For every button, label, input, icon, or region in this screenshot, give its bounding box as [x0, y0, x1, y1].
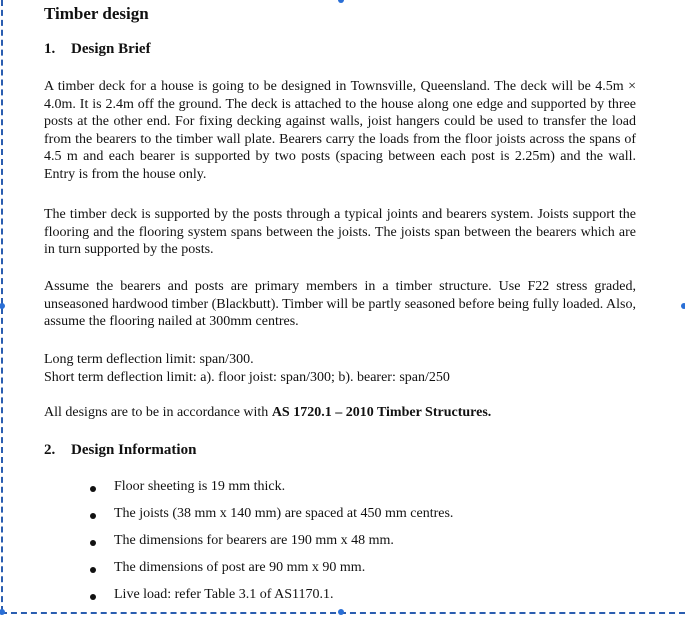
list-item-text: The dimensions of post are 90 mm x 90 mm. — [114, 560, 366, 575]
list-item-text: Floor sheeting is 19 mm thick. — [114, 479, 286, 494]
standards-prefix: All designs are to be in accordance with — [44, 405, 272, 420]
section-number: 2. — [44, 442, 56, 458]
bullet-icon — [90, 540, 96, 546]
resize-handle-bottom[interactable] — [338, 609, 344, 615]
standards-statement — [44, 404, 491, 422]
bullet-icon — [90, 486, 96, 492]
resize-handle-bottom-left[interactable] — [0, 609, 5, 615]
brief-paragraph-3: Assume the bearers and posts are primary members in a timber structure. Use F22 stress graded, unseasoned hardwood timber (Blackbutt). Timber will be partly seasoned before being fully loaded. Also, assume the flooring nailed at 300mm centres. — [44, 279, 636, 329]
section-title: Design Brief — [71, 41, 151, 57]
section-number: 1. — [44, 41, 56, 57]
section-title: Design Information — [71, 442, 197, 458]
list-item-text: The dimensions for bearers are 190 mm x 48 mm. — [114, 533, 394, 548]
resize-handle-top[interactable] — [338, 0, 344, 3]
bullet-icon — [90, 513, 96, 519]
bullet-icon — [90, 567, 96, 573]
long-term-deflection-limit: Long term deflection limit: span/300. — [44, 352, 254, 367]
section-heading-design-information — [44, 442, 196, 459]
section-heading-design-brief — [44, 41, 151, 58]
list-item-text: Live load: refer Table 3.1 of AS1170.1. — [114, 587, 334, 602]
document-title: Timber design — [44, 4, 149, 23]
standards-name: AS 1720.1 – 2010 Timber Structures. — [271, 405, 492, 420]
short-term-deflection-limit: Short term deflection limit: a). floor joist: span/300; b). bearer: span/250 — [44, 370, 450, 385]
brief-paragraph-2: The timber deck is supported by the posts through a typical joints and bearers system. Joists support the flooring and the flooring system spans between the joists. The joists span between the bearers which are in turn supported by the posts. — [44, 207, 636, 257]
bullet-icon — [90, 594, 96, 600]
resize-handle-left[interactable] — [0, 303, 5, 309]
brief-paragraph-1: A timber deck for a house is going to be designed in Townsville, Queensland. The deck will be 4.5m × 4.0m. It is 2.4m off the ground. The deck is attached to the house along one edge and supported by three posts at the other end. For fixing decking against walls, joist hangers could be used to transfer the load from the bearers to the timber wall plate. Bearers carry the loads from the floor joists across the spans of 4.5 m and each bearer is supported by two posts (spacing between each post is 2.25m) and the wall. Entry is from the house only. — [44, 79, 636, 182]
list-item-text: The joists (38 mm x 140 mm) are spaced at 450 mm centres. — [114, 506, 454, 521]
resize-handle-right[interactable] — [681, 303, 685, 309]
